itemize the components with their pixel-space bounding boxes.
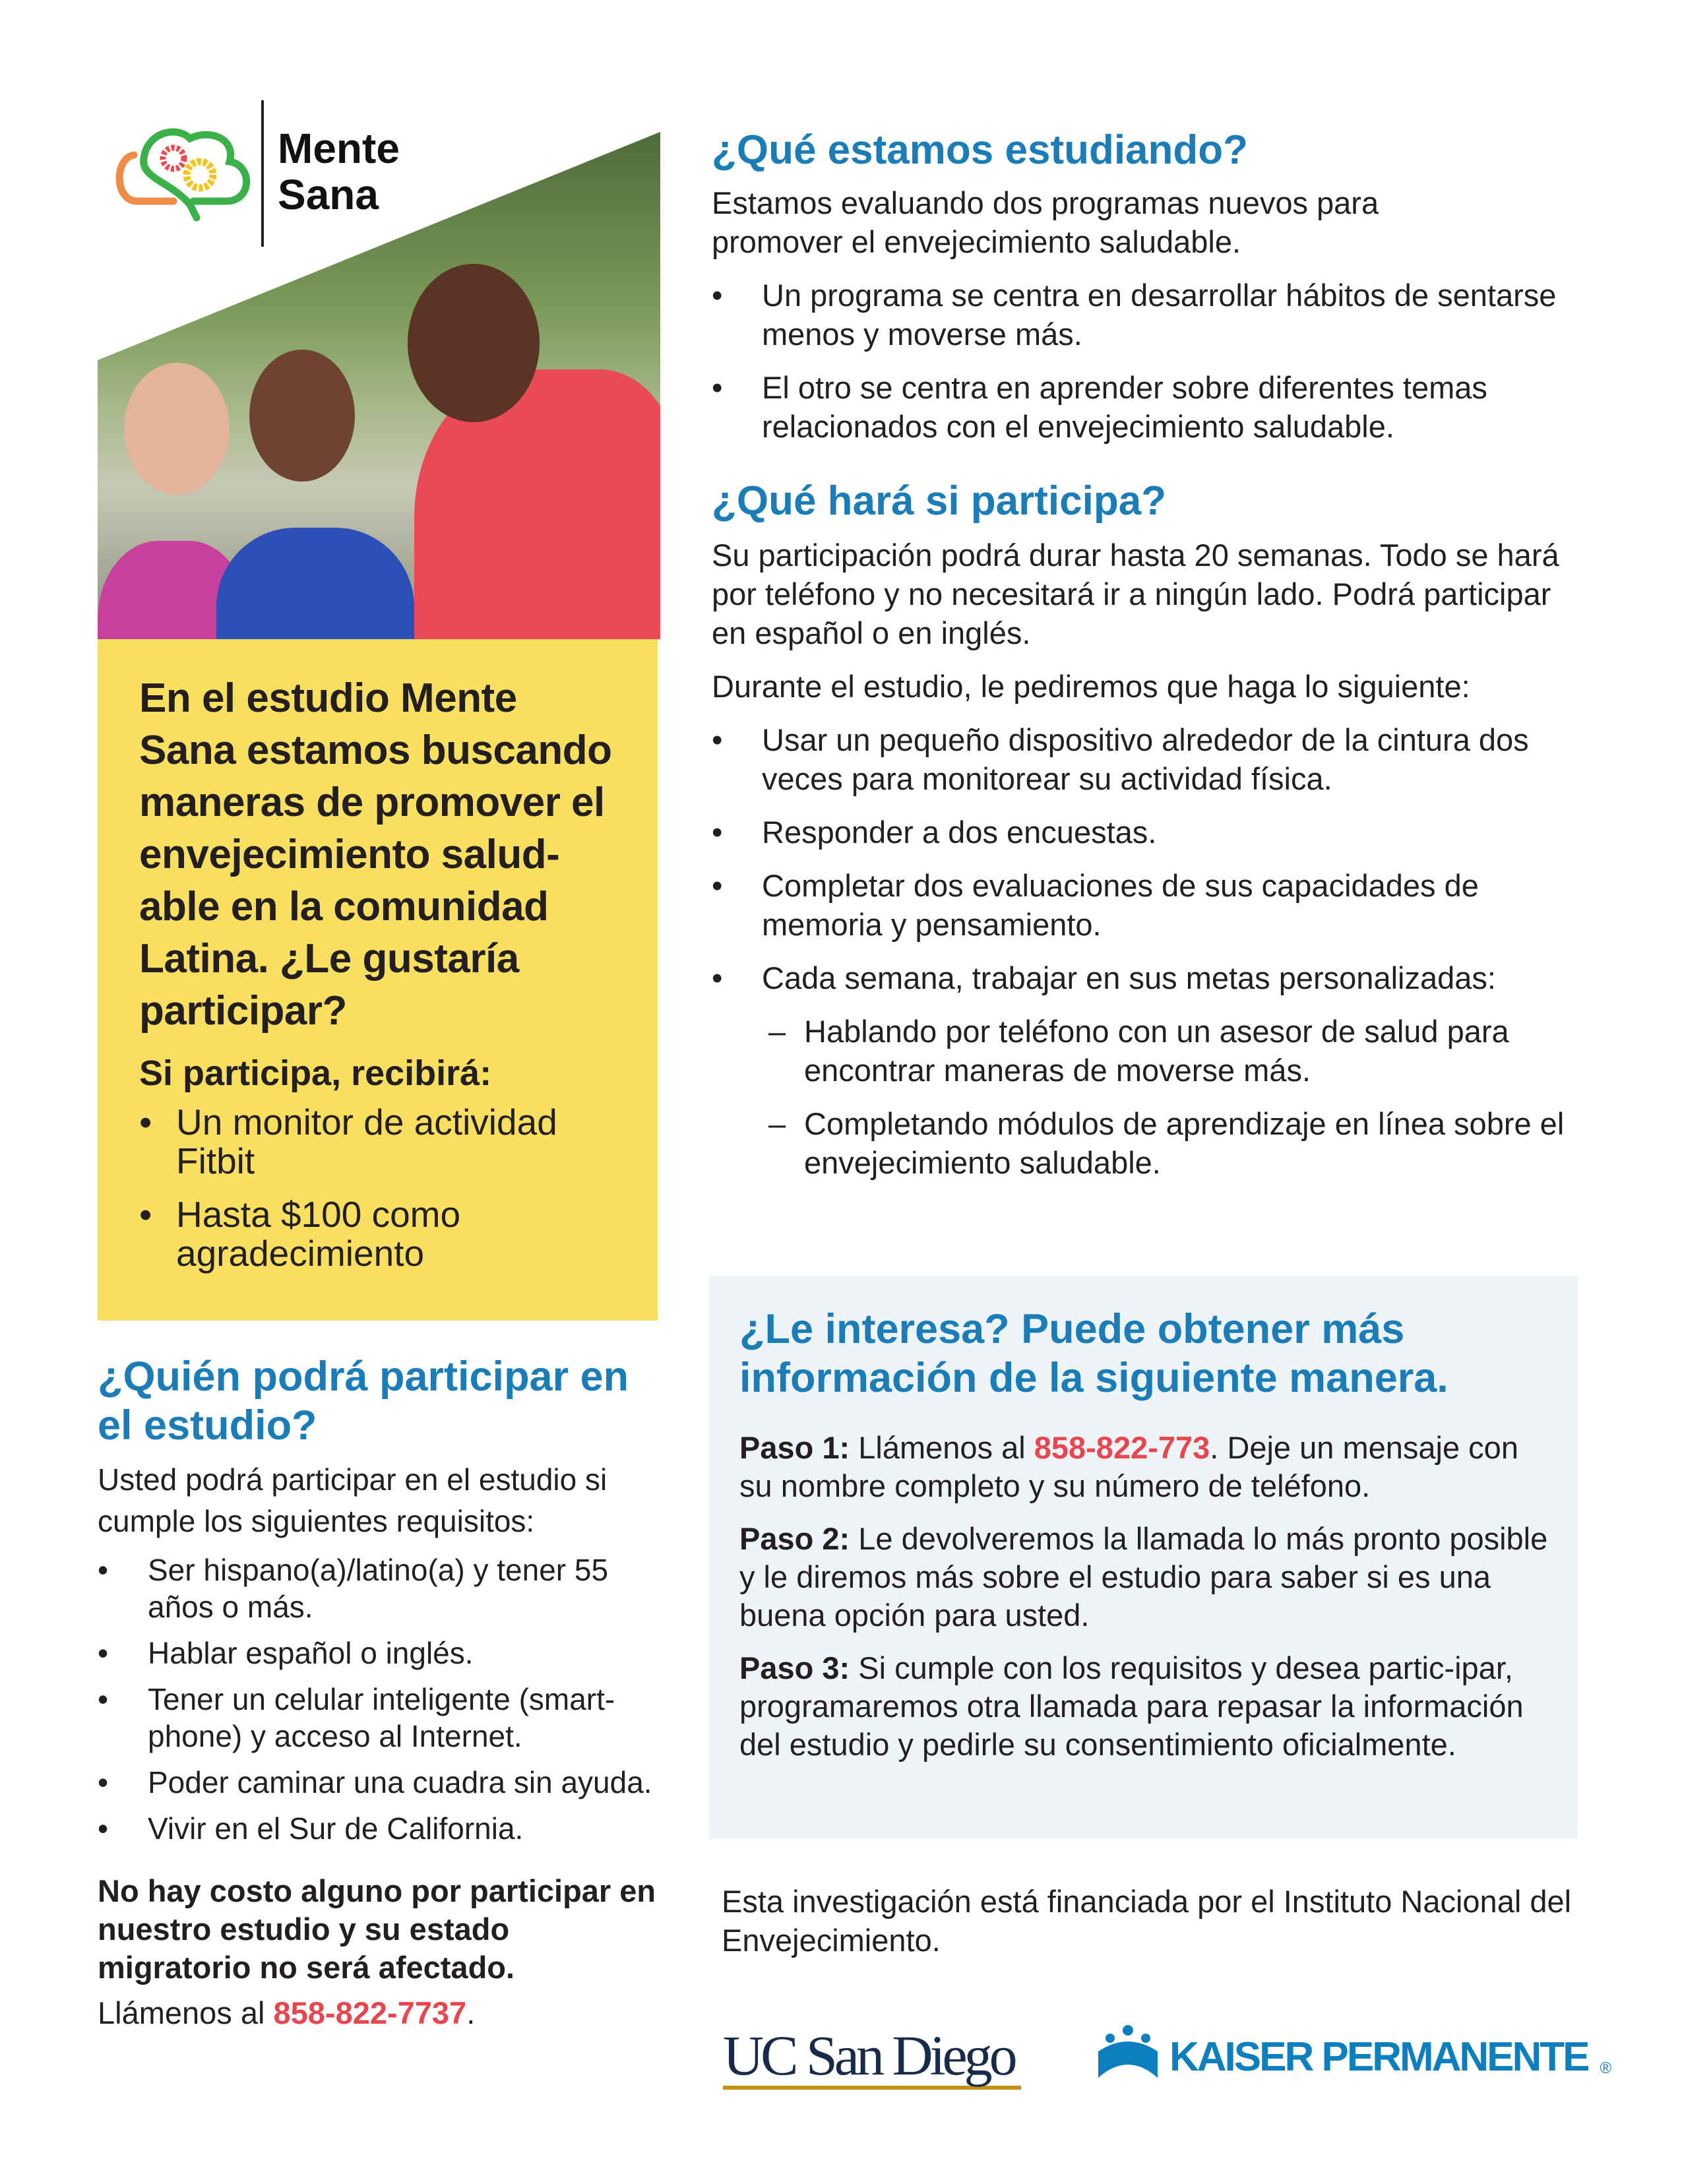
eligibility-intro: Usted podrá participar en el estudio si cumple los siguientes requisitos:: [98, 1462, 607, 1538]
step-2: [739, 1520, 1549, 1635]
step-text: . Deje un mensaje con su nombre completo y su número de teléfono.: [739, 1430, 1518, 1503]
list-item: • Ser hispano(a)/latino(a) y tener 55 años o más.: [98, 1551, 665, 1625]
step-text: Le devolveremos la llamada lo más pronto posible y le diremos más sobre el estudio para saber si es una buena opción para usted.: [739, 1521, 1548, 1633]
mente-sana-logo-icon: [111, 125, 256, 224]
list-item: • Usar un pequeño dispositivo alrededor de la cintura dos veces para monitorear su actividad física.: [712, 720, 1569, 798]
step-label: Paso 2:: [739, 1521, 850, 1556]
studying-title: ¿Qué estamos estudiando?: [712, 127, 1249, 173]
list-item: • Tener un celular inteligente (smart-phone) y acceso al Internet.: [98, 1681, 665, 1755]
participate-title: ¿Qué hará si participa?: [712, 478, 1167, 524]
eligibility-list: [98, 1551, 665, 1847]
step-label: Paso 1:: [739, 1430, 850, 1465]
rewards-list: [139, 1103, 621, 1273]
step-text: Llámenos al: [850, 1430, 1034, 1465]
no-cost-note: No hay costo alguno por participar en nuestro estudio y su estado migratorio no será afectado.: [98, 1873, 656, 1985]
step-label: Paso 3:: [739, 1650, 850, 1685]
more-info-box: [709, 1276, 1578, 1839]
list-item: – Completando módulos de aprendizaje en línea sobre el envejecimiento saludable.: [768, 1104, 1569, 1182]
logo-text: Mente Sana: [278, 125, 400, 218]
study-section: [712, 125, 1569, 1182]
funding-note: Esta investigación está financiada por el Instituto Nacional del Envejecimiento.: [722, 1884, 1572, 1958]
registered-mark: ®: [1600, 2059, 1612, 2077]
more-info-title: ¿Le interesa? Puede obtener más información de la siguiente manera.: [739, 1306, 1448, 1401]
ucsd-logo: UC San Diego: [723, 2025, 1021, 2090]
studying-list: [712, 276, 1569, 446]
call-line: [98, 1995, 665, 2031]
kaiser-logo: [1098, 2025, 1611, 2078]
call-suffix: .: [466, 1995, 476, 2030]
phone-link[interactable]: 858-822-773: [1034, 1430, 1210, 1465]
list-item: • Vivir en el Sur de California.: [98, 1810, 665, 1847]
list-item: • Responder a dos encuestas.: [712, 813, 1569, 852]
list-item: • Un programa se centra en desarrollar hábitos de sentarse menos y moverse más.: [712, 276, 1569, 354]
list-item: • El otro se centra en aprender sobre diferentes temas relacionados con el envejecimiento saludable.: [712, 368, 1569, 446]
participate-list: [712, 720, 1569, 997]
list-item: – Hablando por teléfono con un asesor de salud para encontrar maneras de moverse más.: [768, 1012, 1569, 1090]
step-1: [739, 1429, 1549, 1505]
participate-p2: Durante el estudio, le pediremos que haga lo siguiente:: [712, 669, 1470, 704]
eligibility-title: ¿Quién podrá participar en el estudio?: [98, 1354, 629, 1449]
list-item: • Hablar español o inglés.: [98, 1635, 665, 1671]
rewards-title: Si participa, recibirá:: [139, 1053, 492, 1093]
list-item: • Completar dos evaluaciones de sus capacidades de memoria y pensamiento.: [712, 866, 1569, 944]
list-item: • Hasta $100 como agradecimiento: [139, 1195, 621, 1273]
step-text: Si cumple con los requisitos y desea partic-ipar, programaremos otra llamada para repasar la información del estudio y pedirle su consentimiento oficialmente.: [739, 1650, 1524, 1762]
kaiser-people-icon: [1098, 2025, 1158, 2078]
phone-link[interactable]: 858-822-7737: [273, 1995, 467, 2030]
participate-p1: Su participación podrá durar hasta 20 semanas. Todo se hará por teléfono y no necesitará ir a ningún lado. Podrá participar en español o en inglés.: [712, 538, 1559, 650]
call-prefix: Llámenos al: [98, 1995, 274, 2030]
step-3: [739, 1649, 1549, 1764]
intro-callout: [98, 639, 658, 1321]
logo-divider: [261, 100, 264, 247]
list-item: • Cada semana, trabajar en sus metas personalizadas:: [712, 958, 1569, 997]
intro-lead: En el estudio Mente Sana estamos buscando maneras de promover el envejecimiento salud-able en la comunidad Latina. ¿Le gustaría participar?: [139, 675, 612, 1034]
list-item: • Poder caminar una cuadra sin ayuda.: [98, 1764, 665, 1801]
studying-intro: Estamos evaluando dos programas nuevos para promover el envejecimiento saludable.: [712, 185, 1379, 259]
kaiser-name: KAISER PERMANENTE: [1169, 2034, 1588, 2080]
participate-sublist: [768, 1012, 1569, 1182]
eligibility-section: [98, 1352, 665, 2031]
list-item: • Un monitor de actividad Fitbit: [139, 1103, 621, 1181]
